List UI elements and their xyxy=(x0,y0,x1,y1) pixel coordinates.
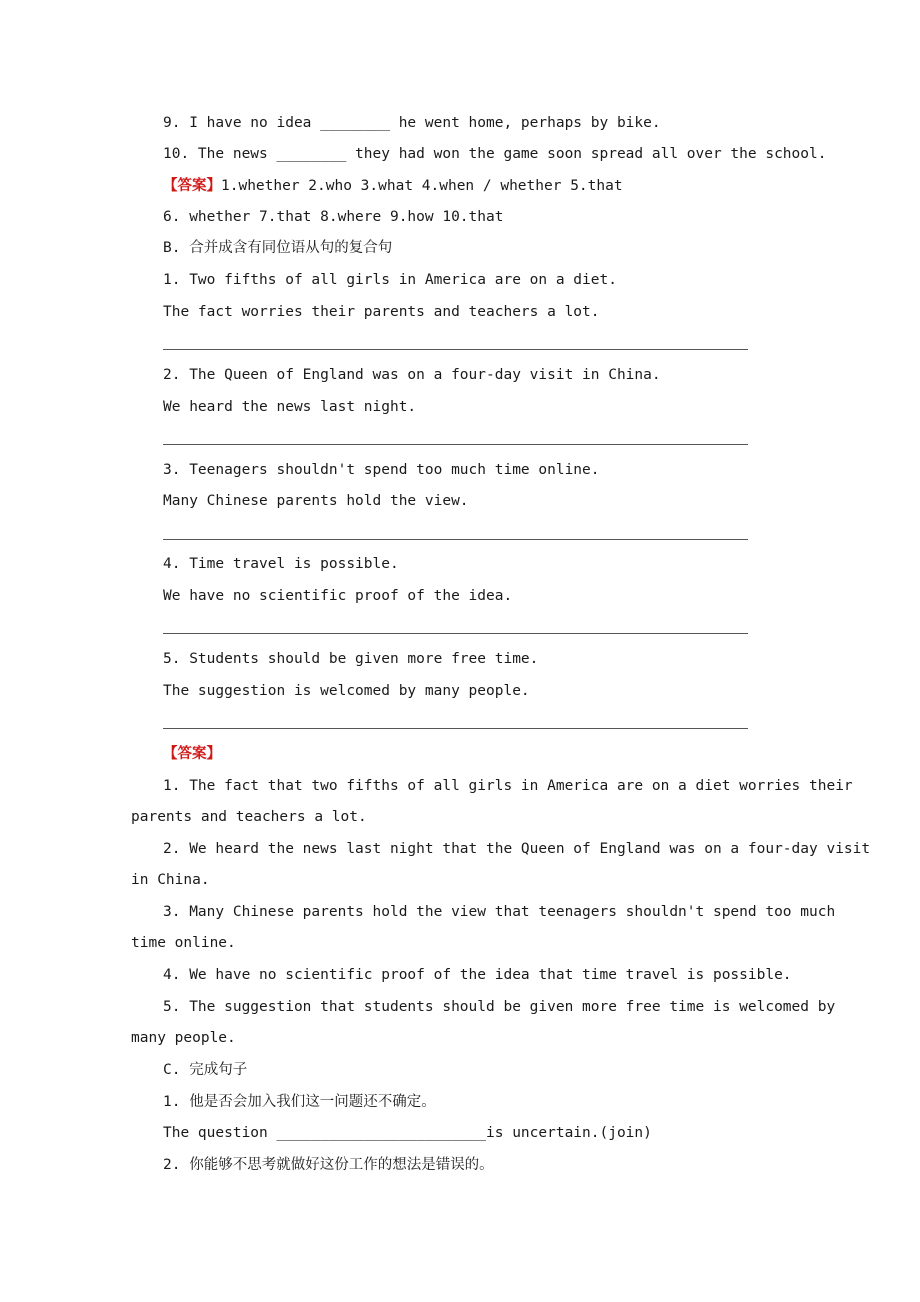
b-answer-3b: time online. xyxy=(131,935,236,951)
b-item-5-sentence-1: 5. Students should be given more free time. xyxy=(163,651,539,667)
c-question-1-chinese: 1. 他是否会加入我们这一问题还不确定。 xyxy=(163,1094,436,1110)
b-item-3-sentence-2: Many Chinese parents hold the view. xyxy=(163,493,469,509)
answer-label: 【答案】 xyxy=(163,178,221,194)
b-item-1-answer-line xyxy=(163,349,748,350)
b-answer-2a: 2. We heard the news last night that the Queen of England was on a four-day visit xyxy=(163,841,871,857)
section-b-heading: B. 合并成含有同位语从句的复合句 xyxy=(163,240,393,256)
b-item-4-sentence-1: 4. Time travel is possible. xyxy=(163,556,399,572)
answers-text-1: 1.whether 2.who 3.what 4.when / whether 5.that xyxy=(221,178,623,194)
b-answer-4a: 4. We have no scientific proof of the idea that time travel is possible. xyxy=(163,967,792,983)
c-question-2-chinese: 2. 你能够不思考就做好这份工作的想法是错误的。 xyxy=(163,1157,494,1173)
b-item-5-sentence-2: The suggestion is welcomed by many people. xyxy=(163,683,530,699)
b-answer-1b: parents and teachers a lot. xyxy=(131,809,367,825)
answers-line-2: 6. whether 7.that 8.where 9.how 10.that xyxy=(163,209,504,225)
b-item-5-answer-line xyxy=(163,728,748,729)
b-item-1-sentence-2: The fact worries their parents and teachers a lot. xyxy=(163,304,600,320)
b-item-3-answer-line xyxy=(163,539,748,540)
b-item-2-sentence-1: 2. The Queen of England was on a four-day visit in China. xyxy=(163,367,661,383)
b-item-3-sentence-1: 3. Teenagers shouldn't spend too much time online. xyxy=(163,462,600,478)
b-item-1-sentence-1: 1. Two fifths of all girls in America are on a diet. xyxy=(163,272,617,288)
b-item-2-sentence-2: We heard the news last night. xyxy=(163,399,417,415)
b-item-4-answer-line xyxy=(163,633,748,634)
answers-line-1 xyxy=(163,176,623,196)
b-answer-label: 【答案】 xyxy=(163,746,221,762)
b-answer-5a: 5. The suggestion that students should be given more free time is welcomed by xyxy=(163,999,836,1015)
section-c-heading: C. 完成句子 xyxy=(163,1062,248,1078)
c-question-1-english: The question ________________________is uncertain.(join) xyxy=(163,1125,652,1141)
b-item-2-answer-line xyxy=(163,444,748,445)
question-10: 10. The news ________ they had won the game soon spread all over the school. xyxy=(163,146,827,162)
b-item-4-sentence-2: We have no scientific proof of the idea. xyxy=(163,588,513,604)
b-answer-5b: many people. xyxy=(131,1030,236,1046)
b-answer-1a: 1. The fact that two fifths of all girls in America are on a diet worries their xyxy=(163,778,853,794)
b-answer-3a: 3. Many Chinese parents hold the view that teenagers shouldn't spend too much xyxy=(163,904,836,920)
b-answer-2b: in China. xyxy=(131,872,210,888)
question-9: 9. I have no idea ________ he went home, perhaps by bike. xyxy=(163,115,661,131)
